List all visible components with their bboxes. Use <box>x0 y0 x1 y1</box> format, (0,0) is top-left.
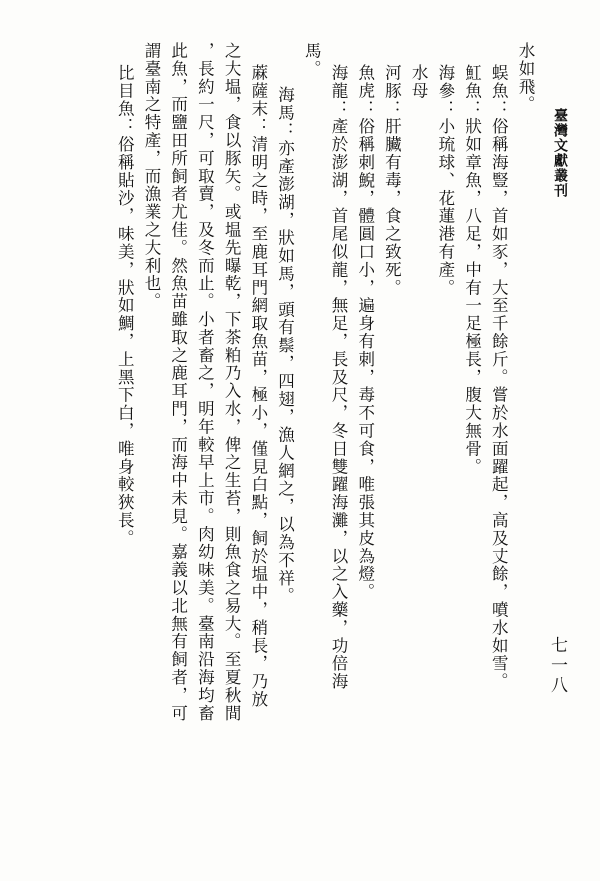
vertical-text-body <box>28 42 572 847</box>
text-column-9: 馬。 <box>302 42 322 78</box>
text-column-1: 水如飛。 <box>516 42 535 114</box>
text-column-4: 海參：小琉球、花蓮港有產。 <box>435 64 455 297</box>
text-column-14: 此魚，而鹽田所飼者尤佳。然魚苗雖取之鹿耳門，而海中未見。嘉義以北無有飼者，可 <box>168 42 188 723</box>
text-column-10: 海馬：亦產澎湖，狀如馬，頭有鬃，四翅，漁人網之，以為不祥。 <box>275 86 295 606</box>
series-title: 臺灣文獻叢刊 <box>552 108 568 198</box>
text-column-6: 河豚：肝臟有毒，食之致死。 <box>382 64 402 297</box>
text-column-11: 蔴薩末：清明之時，至鹿耳門網取魚苗，極小，僅見白點，飼於塭中，稍長，乃放 <box>248 64 268 709</box>
text-column-7: 魚虎：俗稱刺鯢，體圓口小，遍身有刺，毒不可食，唯張其皮為燈。 <box>355 64 375 601</box>
text-column-3: 魟魚：狀如章魚，八足，中有一足極長，腹大無骨。 <box>462 64 482 476</box>
text-column-5: 水母 <box>409 64 429 100</box>
text-column-16: 比目魚：俗稱貼沙，味美，狀如鯛，上黑下白，唯身較狹長。 <box>115 64 135 548</box>
text-column-8: 海龍：產於澎湖，首尾似龍，無足，長及尺，冬日雙躍海灘，以之入藥，功倍海 <box>328 64 348 691</box>
text-column-13: ，長約一尺，可取賣，及冬而止。小者畜之，明年較早上市。肉幼味美。臺南沿海均畜 <box>195 42 215 723</box>
text-column-12: 之大塭，食以豚矢。或塭先曝乾，下茶粕乃入水，俾之生苔，則魚食之易大。至夏秋間 <box>222 42 242 723</box>
text-column-15: 謂臺南之特產，而漁業之大利也。 <box>141 42 161 311</box>
text-column-2: 蜈魚：俗稱海豎，首如豕，大至千餘斤。嘗於水面躍起，高及丈餘，噴水如雪。 <box>489 64 509 691</box>
page-number: 七一八 <box>547 636 567 696</box>
